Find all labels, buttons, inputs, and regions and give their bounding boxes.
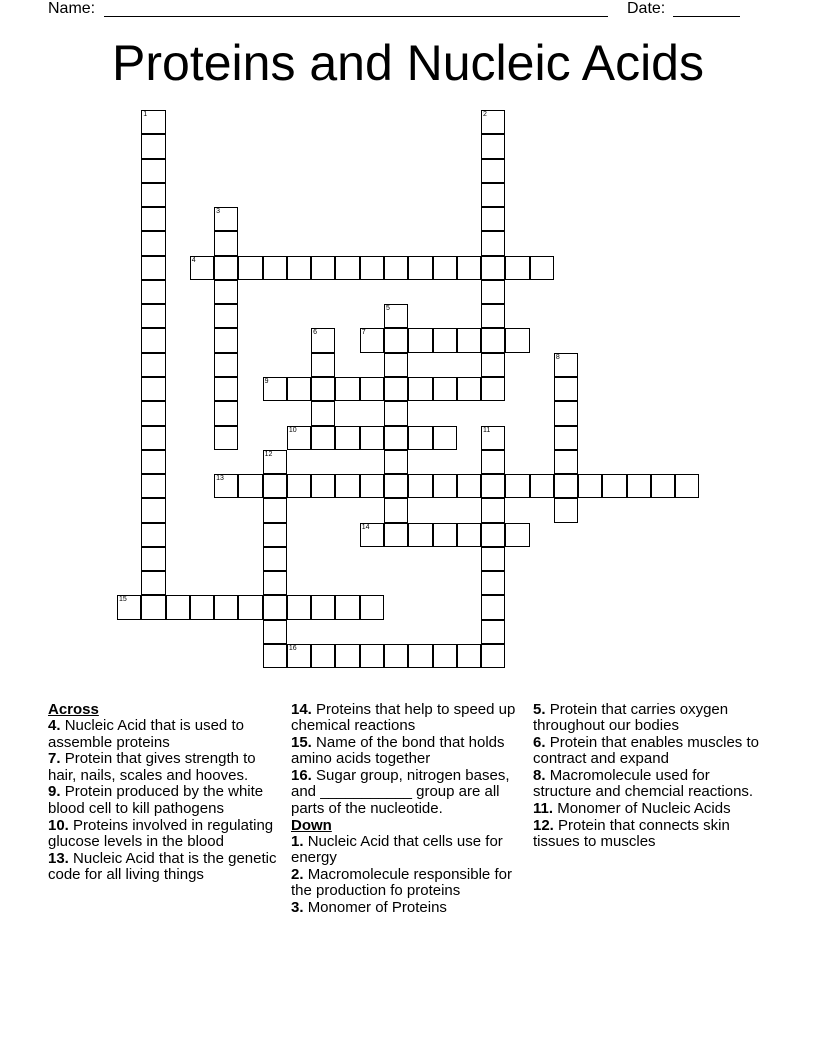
- crossword-cell[interactable]: [335, 426, 359, 450]
- crossword-cell[interactable]: [408, 328, 432, 352]
- crossword-cell[interactable]: [554, 401, 578, 425]
- clue-across-9: 9. Protein produced by the white blood cell to kill pathogens: [48, 783, 264, 817]
- cell-number: 2: [483, 111, 487, 118]
- crossword-cell[interactable]: [384, 426, 408, 450]
- crossword-cell[interactable]: [141, 523, 165, 547]
- crossword-cell[interactable]: [311, 401, 335, 425]
- crossword-cell[interactable]: [457, 523, 481, 547]
- clue-across-4: 4. Nucleic Acid that is used to assemble proteins: [48, 717, 244, 751]
- crossword-cell[interactable]: [263, 377, 287, 401]
- crossword-cell[interactable]: [457, 644, 481, 668]
- crossword-cell[interactable]: [408, 474, 432, 498]
- crossword-cell[interactable]: [530, 256, 554, 280]
- crossword-cell[interactable]: [505, 523, 529, 547]
- crossword-cell[interactable]: [335, 474, 359, 498]
- crossword-cell[interactable]: [141, 401, 165, 425]
- clue-down-5: 5. Protein that carries oxygen throughout our bodies: [533, 701, 729, 735]
- clue-across-10: 10. Proteins involved in regulating glucose levels in the blood: [48, 816, 274, 850]
- cell-number: 3: [216, 208, 220, 216]
- clue-across-15: 15. Name of the bond that holds amino acids together: [291, 734, 505, 768]
- crossword-cell[interactable]: [287, 377, 311, 401]
- crossword-cell[interactable]: [287, 426, 311, 450]
- clue-down-12: 12. Protein that connects skin tissues to muscles: [533, 817, 730, 851]
- crossword-cell[interactable]: [287, 595, 311, 619]
- cell-number: 10: [288, 426, 297, 434]
- crossword-cell[interactable]: [481, 620, 505, 644]
- crossword-cell[interactable]: [214, 304, 238, 328]
- crossword-cell[interactable]: [384, 377, 408, 401]
- crossword-cell[interactable]: [335, 595, 359, 619]
- crossword-cell[interactable]: [263, 547, 287, 571]
- crossword-cell[interactable]: [360, 256, 384, 280]
- crossword-cell[interactable]: [141, 595, 165, 619]
- crossword-cell[interactable]: [481, 547, 505, 571]
- crossword-cell[interactable]: [505, 328, 529, 352]
- clue-across-13: 13. Nucleic Acid that is the genetic code for all living things: [48, 849, 277, 883]
- crossword-cell[interactable]: [263, 644, 287, 668]
- crossword-cell[interactable]: [141, 280, 165, 304]
- crossword-cell[interactable]: [141, 159, 165, 183]
- crossword-cell[interactable]: [360, 595, 384, 619]
- crossword-cell[interactable]: [263, 571, 287, 595]
- date-label: Date:: [627, 0, 666, 17]
- cell-number: 9: [264, 377, 269, 385]
- crossword-cell[interactable]: [481, 474, 505, 498]
- crossword-cell[interactable]: [384, 256, 408, 280]
- crossword-cell[interactable]: [360, 644, 384, 668]
- crossword-cell[interactable]: [141, 183, 165, 207]
- crossword-cell[interactable]: [384, 304, 408, 328]
- crossword-cell[interactable]: [360, 426, 384, 450]
- crossword-cell[interactable]: [311, 377, 335, 401]
- crossword-cell[interactable]: [481, 256, 505, 280]
- clue-across-16: 16. Sugar group, nitrogen bases, and ___________ group are all parts of the nucleotide.: [291, 767, 510, 817]
- crossword-cell[interactable]: [311, 328, 335, 352]
- crossword-cell[interactable]: [141, 353, 165, 377]
- crossword-cell[interactable]: [457, 377, 481, 401]
- crossword-cell[interactable]: [505, 256, 529, 280]
- crossword-cell[interactable]: [578, 474, 602, 498]
- crossword-cell[interactable]: [311, 426, 335, 450]
- crossword-cell[interactable]: [481, 426, 505, 450]
- crossword-cell[interactable]: [481, 450, 505, 474]
- crossword-cell[interactable]: [554, 474, 578, 498]
- clue-down-6: 6. Protein that enables muscles to contract and expand: [533, 734, 759, 768]
- crossword-cell[interactable]: [311, 474, 335, 498]
- crossword-cell[interactable]: [190, 595, 214, 619]
- crossword-cell[interactable]: [214, 426, 238, 450]
- crossword-cell[interactable]: [335, 377, 359, 401]
- clue-across-14: 14. Proteins that help to speed up chemical reactions: [291, 701, 516, 735]
- crossword-cell[interactable]: [141, 110, 165, 134]
- crossword-cell[interactable]: [311, 353, 335, 377]
- crossword-cell[interactable]: [263, 523, 287, 547]
- crossword-cell[interactable]: [384, 498, 408, 522]
- crossword-cell[interactable]: [141, 426, 165, 450]
- crossword-cell[interactable]: [481, 159, 505, 183]
- crossword-cell[interactable]: [360, 377, 384, 401]
- crossword-cell[interactable]: [335, 256, 359, 280]
- crossword-cell[interactable]: [311, 595, 335, 619]
- cell-number: 4: [191, 256, 196, 264]
- cell-number: 5: [385, 305, 390, 313]
- crossword-cell[interactable]: [481, 377, 505, 401]
- crossword-cell[interactable]: [141, 304, 165, 328]
- clues-column-1: [48, 702, 278, 884]
- clue-down-3: 3. Monomer of Proteins: [291, 899, 447, 917]
- crossword-cell[interactable]: [384, 450, 408, 474]
- cell-number: 14: [361, 523, 370, 531]
- down-heading: Down: [291, 816, 332, 834]
- crossword-cell[interactable]: [141, 134, 165, 158]
- crossword-cell[interactable]: [141, 256, 165, 280]
- crossword-cell[interactable]: [214, 328, 238, 352]
- crossword-cell[interactable]: [141, 231, 165, 255]
- cell-number: 1: [143, 111, 148, 118]
- crossword-cell[interactable]: [433, 256, 457, 280]
- crossword-cell[interactable]: [481, 280, 505, 304]
- crossword-cell[interactable]: [675, 474, 699, 498]
- crossword-cell[interactable]: [481, 231, 505, 255]
- clue-down-11: 11. Monomer of Nucleic Acids: [533, 800, 731, 818]
- crossword-cell[interactable]: [481, 304, 505, 328]
- crossword-cell[interactable]: [481, 207, 505, 231]
- name-label: Name:: [48, 0, 96, 17]
- crossword-cell[interactable]: [433, 377, 457, 401]
- crossword-cell[interactable]: [384, 644, 408, 668]
- crossword-cell[interactable]: [263, 256, 287, 280]
- crossword-cell[interactable]: [505, 474, 529, 498]
- crossword-cell[interactable]: [214, 474, 238, 498]
- across-heading: Across: [48, 701, 99, 718]
- crossword-cell[interactable]: [433, 426, 457, 450]
- crossword-cell[interactable]: [408, 644, 432, 668]
- crossword-cell[interactable]: [481, 328, 505, 352]
- crossword-cell[interactable]: [481, 110, 505, 134]
- crossword-cell[interactable]: [457, 328, 481, 352]
- crossword-cell[interactable]: [627, 474, 651, 498]
- crossword-cell[interactable]: [238, 595, 262, 619]
- crossword-cell[interactable]: [433, 644, 457, 668]
- crossword-cell[interactable]: [238, 474, 262, 498]
- crossword-cell[interactable]: [214, 207, 238, 231]
- crossword-cell[interactable]: [408, 523, 432, 547]
- crossword-cell[interactable]: [433, 328, 457, 352]
- clue-down-8: 8. Macromolecule used for structure and chemcial reactions.: [533, 767, 754, 801]
- crossword-cell[interactable]: [214, 377, 238, 401]
- crossword-cell[interactable]: [141, 377, 165, 401]
- crossword-cell[interactable]: [360, 523, 384, 547]
- crossword-cell[interactable]: [238, 256, 262, 280]
- crossword-cell[interactable]: [263, 595, 287, 619]
- crossword-cell[interactable]: [433, 474, 457, 498]
- crossword-cell[interactable]: [554, 450, 578, 474]
- crossword-cell[interactable]: [263, 620, 287, 644]
- crossword-cell[interactable]: [481, 571, 505, 595]
- crossword-cell[interactable]: [360, 328, 384, 352]
- crossword-cell[interactable]: [481, 523, 505, 547]
- cell-number: 15: [119, 596, 127, 604]
- clue-down-2: 2. Macromolecule responsible for the production fo proteins: [291, 865, 512, 900]
- crossword-cell[interactable]: [554, 426, 578, 450]
- crossword-cell[interactable]: [141, 474, 165, 498]
- cell-number: 16: [288, 644, 297, 652]
- clue-down-1: 1. Nucleic Acid that cells use for energy: [291, 832, 503, 867]
- crossword-cell[interactable]: [384, 474, 408, 498]
- cell-number: 7: [361, 329, 366, 337]
- crossword-cell[interactable]: [481, 134, 505, 158]
- crossword-cell[interactable]: [166, 595, 190, 619]
- crossword-cell[interactable]: [263, 498, 287, 522]
- crossword-cell[interactable]: [408, 426, 432, 450]
- crossword-cell[interactable]: [141, 207, 165, 231]
- clue-across-7: 7. Protein that gives strength to hair, nails, scales and hooves.: [48, 750, 256, 784]
- crossword-cell[interactable]: [141, 571, 165, 595]
- crossword-cell[interactable]: [457, 256, 481, 280]
- crossword-cell[interactable]: [554, 353, 578, 377]
- crossword-cell[interactable]: [214, 353, 238, 377]
- crossword-cell[interactable]: [433, 523, 457, 547]
- crossword-cell[interactable]: [214, 280, 238, 304]
- crossword-cell[interactable]: [214, 256, 238, 280]
- cell-number: 11: [483, 426, 491, 434]
- crossword-cell[interactable]: [530, 474, 554, 498]
- cell-number: 6: [313, 329, 318, 337]
- page-title: Proteins and Nucleic Acids: [112, 35, 704, 91]
- crossword-cell[interactable]: [481, 183, 505, 207]
- crossword-cell[interactable]: [141, 547, 165, 571]
- crossword-cell[interactable]: [384, 328, 408, 352]
- cell-number: 12: [264, 450, 273, 458]
- crossword-cell[interactable]: [263, 450, 287, 474]
- crossword-cell[interactable]: [287, 256, 311, 280]
- crossword-cell[interactable]: [481, 644, 505, 668]
- crossword-cell[interactable]: [190, 256, 214, 280]
- clues-column-2: [291, 702, 516, 917]
- crossword-cell[interactable]: [457, 474, 481, 498]
- cell-number: 13: [216, 475, 224, 483]
- crossword-cell[interactable]: [481, 498, 505, 522]
- crossword-cell[interactable]: [141, 328, 165, 352]
- cell-number: 8: [555, 353, 560, 361]
- crossword-cell[interactable]: [263, 474, 287, 498]
- crossword-cell[interactable]: [408, 377, 432, 401]
- crossword-cell[interactable]: [651, 474, 675, 498]
- crossword-cell[interactable]: [141, 450, 165, 474]
- crossword-cell[interactable]: [214, 401, 238, 425]
- crossword-cell[interactable]: [481, 353, 505, 377]
- crossword-cell[interactable]: [384, 523, 408, 547]
- crossword-cell[interactable]: [311, 644, 335, 668]
- crossword-cell[interactable]: [602, 474, 626, 498]
- crossword-cell[interactable]: [214, 231, 238, 255]
- crossword-cell[interactable]: [408, 256, 432, 280]
- crossword-cell[interactable]: [214, 595, 238, 619]
- crossword-cell[interactable]: [287, 644, 311, 668]
- crossword-cell[interactable]: [335, 644, 359, 668]
- clues-column-3: [533, 702, 763, 851]
- crossword-cell[interactable]: [554, 377, 578, 401]
- crossword-cell[interactable]: [384, 401, 408, 425]
- crossword-cell[interactable]: [481, 595, 505, 619]
- crossword-cell[interactable]: [287, 474, 311, 498]
- crossword-cell[interactable]: [311, 256, 335, 280]
- crossword-cell[interactable]: [117, 595, 141, 619]
- crossword-cell[interactable]: [384, 353, 408, 377]
- crossword-cell[interactable]: [360, 474, 384, 498]
- crossword-cell[interactable]: [141, 498, 165, 522]
- crossword-cell[interactable]: [554, 498, 578, 522]
